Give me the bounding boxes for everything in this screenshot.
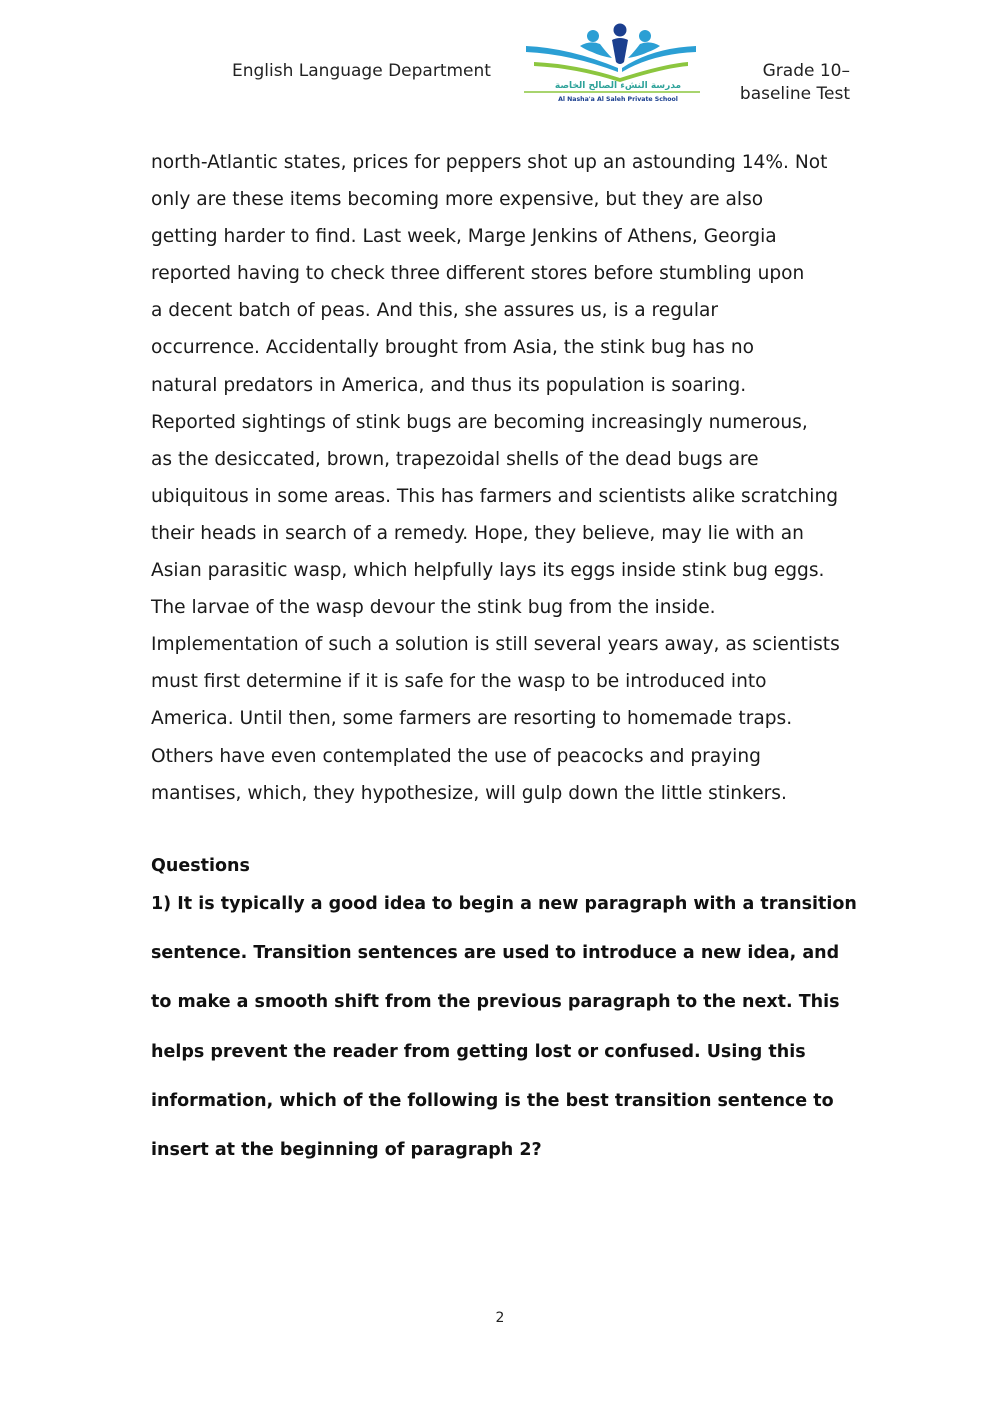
page-number: 2 <box>495 1310 505 1326</box>
question-line: information, which of the following is the best transition sentence to <box>151 1090 834 1111</box>
passage-line: ubiquitous in some areas. This has farmers and scientists alike scratching <box>151 485 839 507</box>
logo-english-text: Al Nasha'a Al Saleh Private School <box>558 96 678 103</box>
passage-line: America. Until then, some farmers are resorting to homemade traps. <box>151 708 793 730</box>
question-line: to make a smooth shift from the previous paragraph to the next. This <box>151 992 840 1013</box>
grade-label <box>734 60 850 106</box>
passage-line: Asian parasitic wasp, which helpfully lays its eggs inside stink bug eggs. <box>151 560 825 582</box>
passage-line: north-Atlantic states, prices for peppers shot up an astounding 14%. Not <box>151 152 828 173</box>
question-line: sentence. Transition sentences are used to introduce a new idea, and <box>151 943 840 964</box>
passage-line: as the desiccated, brown, trapezoidal shells of the dead bugs are <box>151 448 759 470</box>
passage-line: occurrence. Accidentally brought from Asia, the stink bug has no <box>151 337 755 359</box>
reading-passage <box>151 144 851 812</box>
passage-line: a decent batch of peas. And this, she assures us, is a regular <box>151 300 719 322</box>
passage-line: Others have even contemplated the use of peacocks and praying <box>151 745 761 767</box>
questions-heading: Questions <box>151 856 250 876</box>
department-name: English Language Department <box>232 61 491 81</box>
logo-book-base <box>534 62 688 82</box>
grade-line-2: baseline Test <box>739 84 850 104</box>
logo-figure-head-mid <box>614 24 627 37</box>
passage-line: The larvae of the wasp devour the stink bug from the inside. <box>151 597 716 619</box>
school-logo <box>520 22 702 106</box>
passage-line: must first determine if it is safe for the wasp to be introduced into <box>151 671 767 693</box>
logo-figure-head-left <box>587 30 599 42</box>
question-line: insert at the beginning of paragraph 2? <box>151 1139 542 1160</box>
logo-arabic-text: مدرسة النشء الصالح الخاصة <box>554 81 682 91</box>
logo-figure-body-mid <box>612 38 628 64</box>
question-line: 1) It is typically a good idea to begin a new paragraph with a transition <box>151 894 857 914</box>
passage-line: Reported sightings of stink bugs are becoming increasingly numerous, <box>151 411 808 433</box>
grade-line-1: Grade 10– <box>762 61 850 81</box>
passage-line: Implementation of such a solution is still several years away, as scientists <box>151 634 840 656</box>
passage-line: only are these items becoming more expensive, but they are also <box>151 189 764 211</box>
question-line: helps prevent the reader from getting lost or confused. Using this <box>151 1041 806 1062</box>
question-1 <box>151 886 857 1181</box>
passage-line: mantises, which, they hypothesize, will gulp down the little stinkers. <box>151 782 787 804</box>
logo-figure-head-right <box>639 30 651 42</box>
passage-line: their heads in search of a remedy. Hope, they believe, may lie with an <box>151 522 804 544</box>
passage-line: getting harder to find. Last week, Marge Jenkins of Athens, Georgia <box>151 226 777 248</box>
logo-figure-body-left <box>580 42 612 58</box>
passage-line: reported having to check three different stores before stumbling upon <box>151 263 805 285</box>
passage-line: natural predators in America, and thus its population is soaring. <box>151 374 747 396</box>
